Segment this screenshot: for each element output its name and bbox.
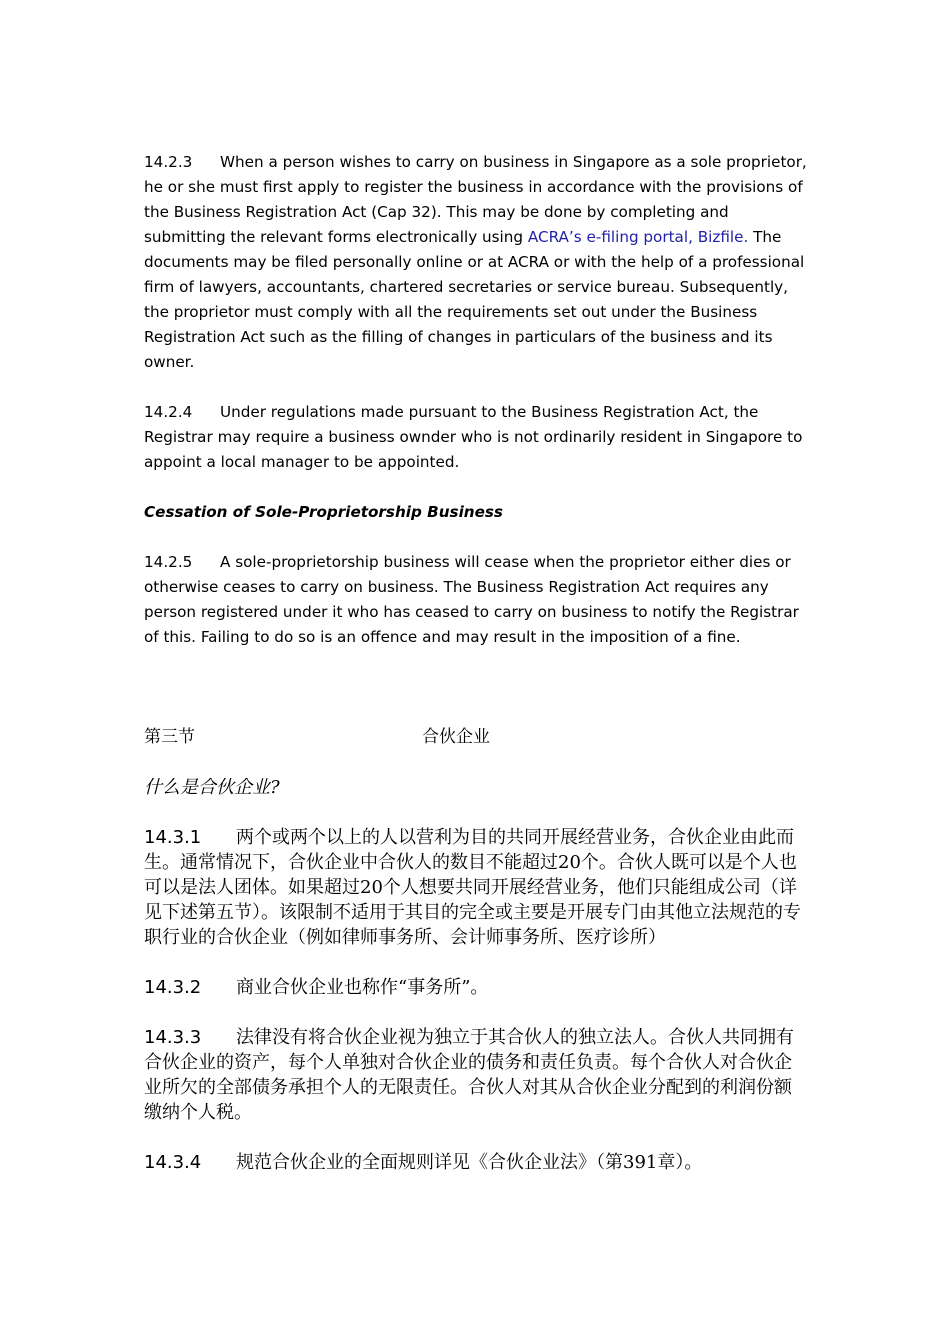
section-heading [144,725,809,750]
paragraph-14-3-1 [144,825,809,950]
zh-subheading: 什么是合伙企业? [144,777,280,798]
paragraph-14-3-2 [144,975,809,1000]
cessation-heading: Cessation of Sole-Proprietorship Business [144,503,503,521]
paragraph-number: 14.3.1 [144,827,202,848]
paragraph-text-continued: The documents may be filed personally online or at ACRA or with the help of a professional firm of lawyers, accountants, chartered secretaries or service bureau. Subsequently, the proprietor must comply with all the requirements set out under the Business Registration Act such as the filling of changes in particulars of the business and its owner. [144,228,805,371]
paragraph-number: 14.2.5 [144,553,193,571]
section-number: 第三节 [144,727,195,747]
document-page [144,150,809,1175]
paragraph-text: When a person wishes to carry on business in Singapore as a sole proprietor, he or she must first apply to register the business in accordance with the provisions of the Business Registration Act (Cap 32). This may be done by completing and submitting the relevant forms electronically using [144,153,807,246]
paragraph-text: 商业合伙企业也称作“事务所”。 [236,977,489,998]
paragraph-14-3-3 [144,1025,809,1125]
section-title: 合伙企业 [422,727,490,747]
paragraph-number: 14.3.2 [144,977,202,998]
paragraph-number: 14.2.3 [144,153,193,171]
paragraph-text: 法律没有将合伙企业视为独立于其合伙人的独立法人。合伙人共同拥有合伙企业的资产，每个人单独对合伙企业的债务和责任负责。每个合伙人对合伙企业所欠的全部债务承担个人的无限责任。合伙人对其从合伙企业分配到的利润份额缴纳个人税。 [144,1027,794,1123]
paragraph-number: 14.3.3 [144,1027,202,1048]
bizfile-link[interactable]: ACRA’s e-filing portal, Bizfile. [527,228,749,246]
paragraph-text: 规范合伙企业的全面规则详见《合伙企业法》（第391章）。 [236,1152,703,1173]
paragraph-text: 两个或两个以上的人以营利为目的共同开展经营业务，合伙企业由此而生。通常情况下，合伙企业中合伙人的数目不能超过20个。合伙人既可以是个人也可以是法人团体。如果超过20个人想要共同开展经营业务，他们只能组成公司（详见下述第五节）。该限制不适用于其目的完全或主要是开展专门由其他立法规范的专职行业的合伙企业（例如律师事务所、会计师事务所、医疗诊所） [144,827,801,948]
paragraph-14-2-5 [144,550,809,650]
paragraph-number: 14.2.4 [144,403,193,421]
paragraph-number: 14.3.4 [144,1152,202,1173]
english-section [144,150,809,650]
paragraph-14-3-4 [144,1150,809,1175]
paragraph-14-2-4 [144,400,809,475]
paragraph-14-2-3 [144,150,809,375]
paragraph-text: Under regulations made pursuant to the Business Registration Act, the Registrar may require a business ownder who is not ordinarily resident in Singapore to appoint a local manager to be appointed. [144,403,803,471]
paragraph-text: A sole-proprietorship business will cease when the proprietor either dies or otherwise ceases to carry on business. The Business Registration Act requires any person registered under it who has ceased to carry on business to notify the Registrar of this. Failing to do so is an offence and may result in the imposition of a fine. [144,553,799,646]
chinese-section [144,725,809,1175]
